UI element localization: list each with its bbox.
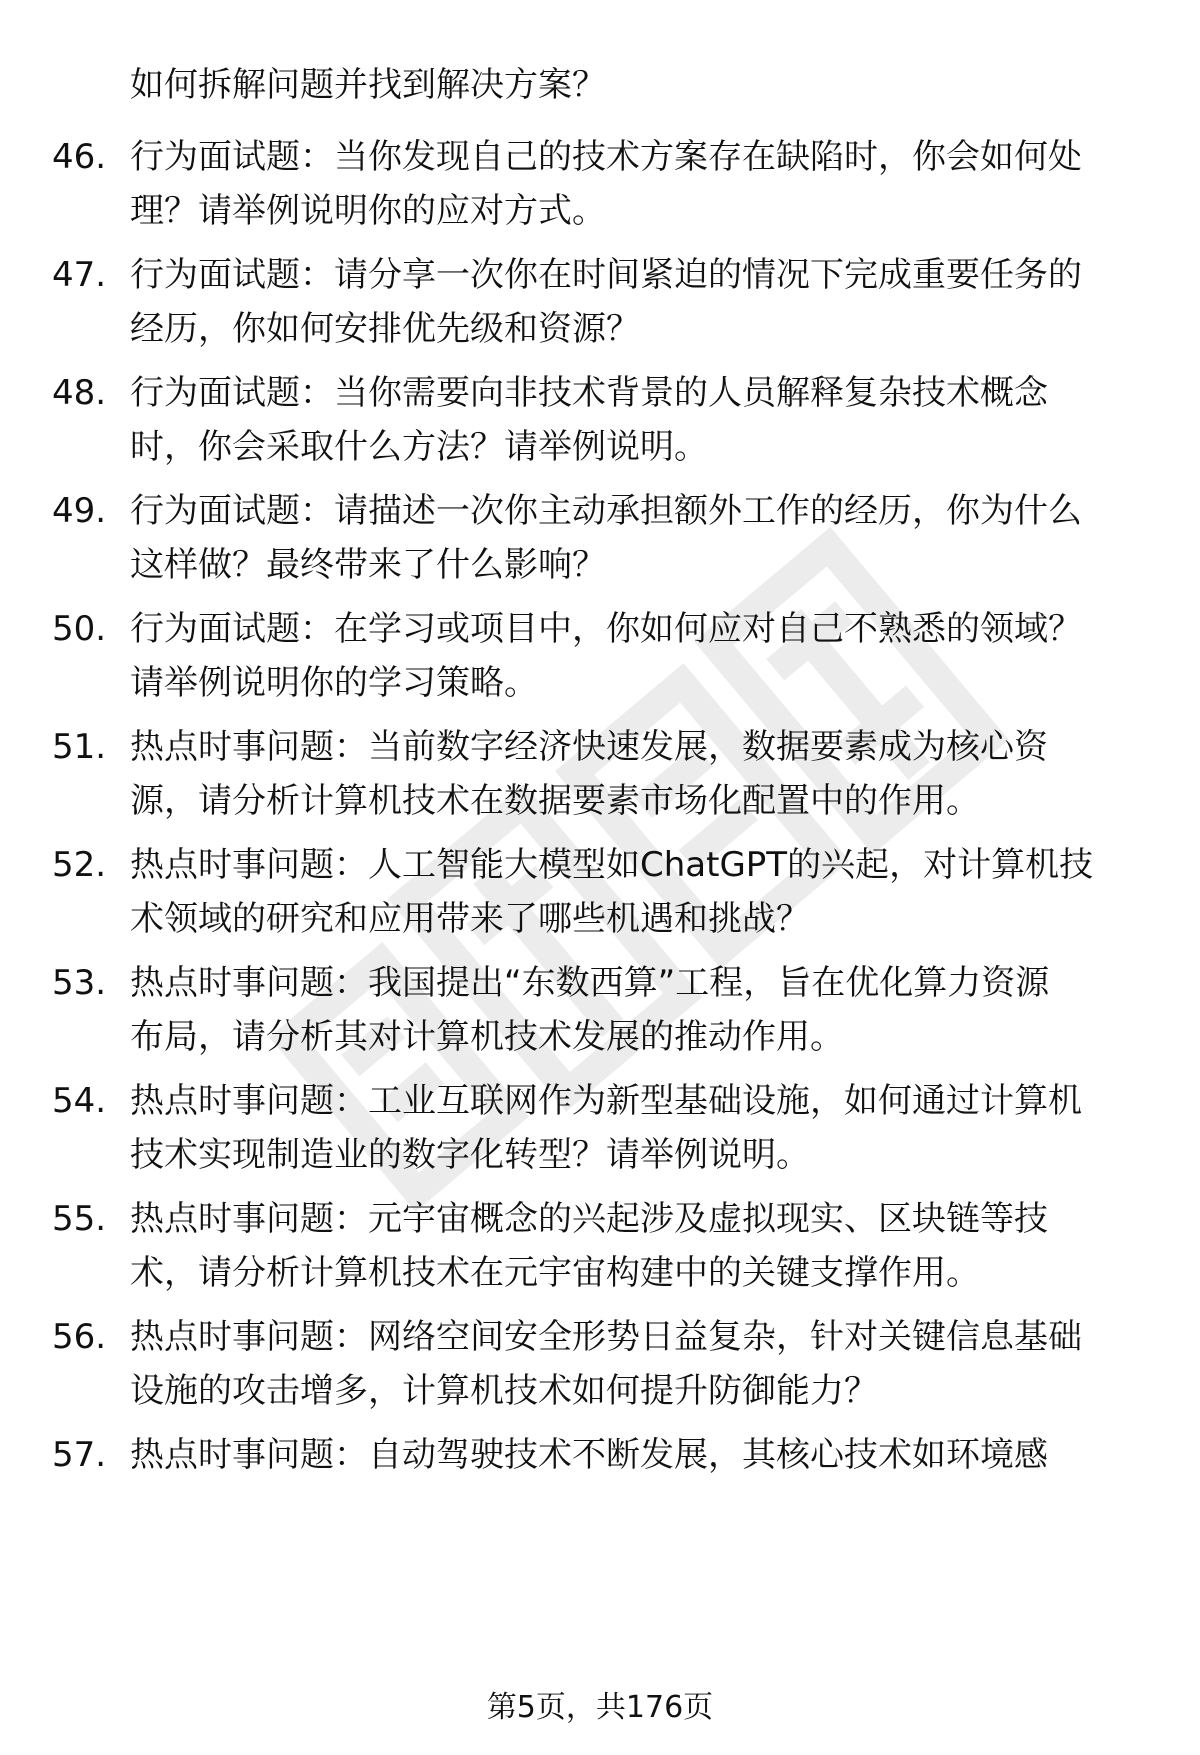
question-text-line: 行为面试题：当你发现自己的技术方案存在缺陷时，你会如何处 <box>130 137 1082 177</box>
question-text <box>130 130 1140 238</box>
question-text-line: 热点时事问题：人工智能大模型如ChatGPT的兴起，对计算机技 <box>130 845 1094 885</box>
question-number: 46. <box>52 137 107 177</box>
question-text <box>130 1428 1140 1482</box>
question-text <box>130 720 1140 828</box>
question-text-line: 设施的攻击增多，计算机技术如何提升防御能力？ <box>130 1371 878 1411</box>
question-text-line: 布局，请分析其对计算机技术发展的推动作用。 <box>130 1017 844 1057</box>
question-text-line: 源，请分析计算机技术在数据要素市场化配置中的作用。 <box>130 781 980 821</box>
question-text-line: 这样做？最终带来了什么影响？ <box>130 545 606 585</box>
question-text-line: 行为面试题：在学习或项目中，你如何应对自己不熟悉的领域？ <box>130 609 1082 649</box>
question-text-line: 热点时事问题：网络空间安全形势日益复杂，针对关键信息基础 <box>130 1317 1082 1357</box>
question-number: 55. <box>52 1199 107 1239</box>
question-text <box>130 838 1140 946</box>
question-number: 48. <box>52 373 107 413</box>
question-number: 47. <box>52 255 107 295</box>
question-number: 56. <box>52 1317 107 1357</box>
question-text <box>130 1074 1140 1182</box>
question-text-line: 术，请分析计算机技术在元宇宙构建中的关键支撑作用。 <box>130 1253 980 1293</box>
question-text-line: 热点时事问题：当前数字经济快速发展，数据要素成为核心资 <box>130 727 1048 767</box>
question-number: 49. <box>52 491 107 531</box>
question-text-line: 热点时事问题：我国提出“东数西算”工程，旨在优化算力资源 <box>130 963 1050 1003</box>
question-number: 54. <box>52 1081 107 1121</box>
question-number: 51. <box>52 727 107 767</box>
question-text-line: 行为面试题：当你需要向非技术背景的人员解释复杂技术概念 <box>130 373 1048 413</box>
question-text-line: 术领域的研究和应用带来了哪些机遇和挑战？ <box>130 899 810 939</box>
page-footer: 第5页，共176页 <box>486 1690 714 1725</box>
question-text-line: 行为面试题：请分享一次你在时间紧迫的情况下完成重要任务的 <box>130 255 1082 295</box>
question-text <box>130 1310 1140 1418</box>
question-text <box>130 484 1140 592</box>
question-text <box>130 248 1140 356</box>
question-text-line: 经历，你如何安排优先级和资源？ <box>130 309 640 349</box>
question-number: 52. <box>52 845 107 885</box>
question-text-line: 时，你会采取什么方法？请举例说明。 <box>130 427 708 467</box>
question-number: 53. <box>52 963 107 1003</box>
question-text-line: 理？请举例说明你的应对方式。 <box>130 191 606 231</box>
question-text <box>130 602 1140 710</box>
continued-question-line: 如何拆解问题并找到解决方案？ <box>130 65 606 105</box>
question-text-line: 热点时事问题：工业互联网作为新型基础设施，如何通过计算机 <box>130 1081 1082 1121</box>
question-text-line: 热点时事问题：自动驾驶技术不断发展，其核心技术如环境感 <box>130 1435 1048 1475</box>
question-text-line: 请举例说明你的学习策略。 <box>130 663 538 703</box>
question-text-line: 行为面试题：请描述一次你主动承担额外工作的经历，你为什么 <box>130 491 1082 531</box>
question-number: 57. <box>52 1435 107 1475</box>
question-text-line: 热点时事问题：元宇宙概念的兴起涉及虚拟现实、区块链等技 <box>130 1199 1048 1239</box>
question-text-line: 技术实现制造业的数字化转型？请举例说明。 <box>130 1135 810 1175</box>
question-text <box>130 1192 1140 1300</box>
question-text <box>130 366 1140 474</box>
question-text <box>130 956 1140 1064</box>
question-number: 50. <box>52 609 107 649</box>
